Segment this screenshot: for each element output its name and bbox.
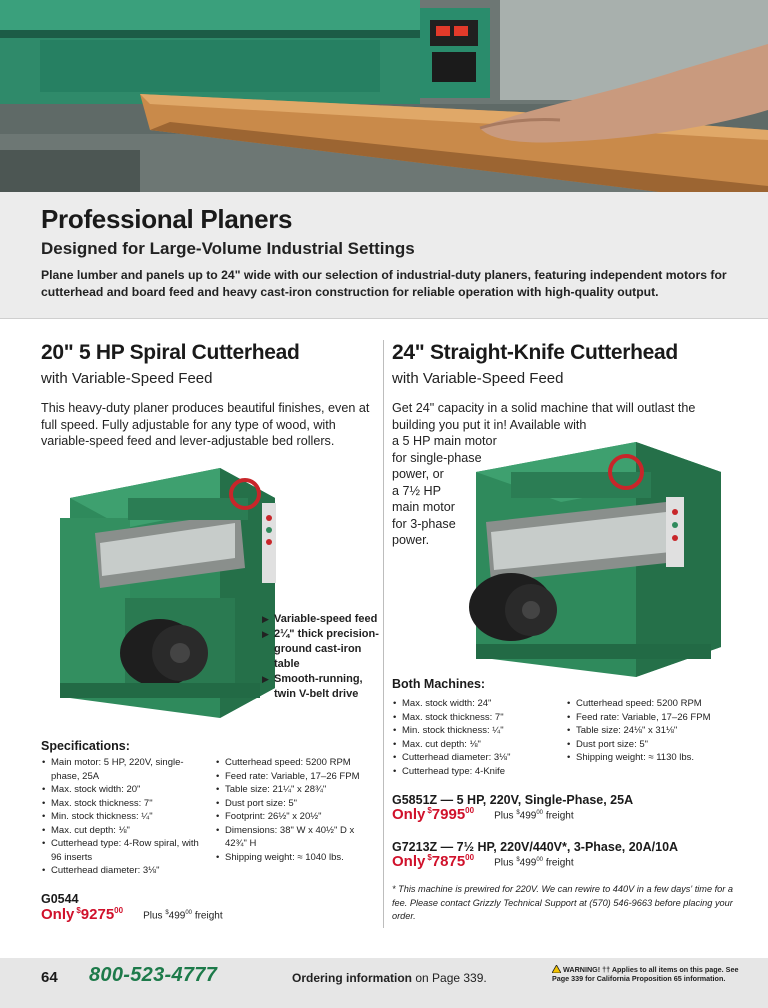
spec-item: • Min. stock thickness: ¼" (392, 724, 562, 738)
spec-item: • Table size: 24⅛" x 31⅛" (566, 724, 736, 738)
spec-item: • Cutterhead speed: 5200 RPM (566, 697, 736, 711)
spec-item: • Main motor: 5 HP, 220V, single-phase, 25A (41, 756, 201, 783)
g5851z-freight: Plus $^{\$}499^{00}$ freight (494, 810, 574, 822)
spec-item: • Feed rate: Variable, 17–26 FPM (566, 711, 736, 725)
only-label: Only (41, 906, 75, 923)
spec-item: • Max. stock thickness: 7" (41, 797, 201, 811)
ordering-info: Ordering information on Page 339. (292, 971, 487, 985)
spec-item: • Shipping weight: ≈ 1040 lbs. (215, 851, 375, 865)
left-model-number: G0544 (41, 892, 79, 906)
spec-item: • Dimensions: 38" W x 40½" D x 42¾" H (215, 824, 375, 851)
page-subtitle: Designed for Large-Volume Industrial Settings (41, 239, 415, 258)
left-specs-col1 (41, 756, 201, 878)
left-product-title: 20" 5 HP Spiral Cutterhead (41, 341, 300, 364)
feature-item: ▶ Smooth-running, twin V-belt drive (262, 672, 382, 702)
right-specs-col2 (566, 697, 736, 765)
left-description: This heavy-duty planer produces beautiful finishes, even at full speed. Fully adjustable for any type of wood, with variable-speed feed and lever-adjustable bed rollers. (41, 401, 370, 448)
planer-24-image (466, 432, 731, 682)
left-freight: Plus $^{\$}499^{00}$ freight (143, 910, 223, 922)
spec-item: • Max. cut depth: ⅛" (392, 738, 562, 752)
spec-item: • Cutterhead type: 4-Knife (392, 765, 562, 779)
page-title: Professional Planers (41, 204, 293, 234)
left-product-subtitle: with Variable-Speed Feed (41, 370, 213, 387)
spec-item: • Feed rate: Variable, 17–26 FPM (215, 770, 375, 784)
rewire-footnote: * This machine is prewired for 220V. We can rewire to 440V in a few days' time for a fee. Please contact Grizzly Technical Support at (570) 546-9663 before placing your order. (392, 884, 733, 921)
planer-24-drawing (466, 432, 731, 677)
spec-item: • Max. stock thickness: 7" (392, 711, 562, 725)
g5851z-price: $7995$^{00}$ (427, 806, 475, 823)
spec-item: • Cutterhead diameter: 3⅛" (41, 864, 201, 878)
model-g7213z: G7213Z — 7½ HP, 220V/440V*, 3-Phase, 20A/10A (392, 840, 679, 854)
spec-item: • Max. stock width: 20" (41, 783, 201, 797)
left-specs-heading: Specifications: (41, 739, 130, 753)
left-price: $9275$^{00}$ (76, 906, 124, 923)
g7213z-freight: Plus $^{\$}499^{00}$ freight (494, 857, 574, 869)
right-specs-col1 (392, 697, 562, 778)
feature-item: ▶ 2¼" thick precision-ground cast-iron table (262, 627, 382, 672)
spec-item: • Max. cut depth: ⅛" (41, 824, 201, 838)
only-label: Only (392, 853, 426, 870)
planer-20-image (40, 458, 285, 733)
spec-item: • Cutterhead speed: 5200 RPM (215, 756, 375, 770)
spec-item: • Cutterhead diameter: 3⅛" (392, 751, 562, 765)
right-product-title: 24" Straight-Knife Cutterhead (392, 341, 678, 364)
spec-item: • Max. stock width: 24" (392, 697, 562, 711)
hero-photo (0, 0, 768, 192)
spec-item: • Cutterhead type: 4-Row spiral, with 96 inserts (41, 837, 201, 864)
spec-item: • Dust port size: 5" (215, 797, 375, 811)
right-product-subtitle: with Variable-Speed Feed (392, 370, 564, 387)
g5851z-price-row (392, 806, 574, 823)
spec-item: • Min. stock thickness: ¼" (41, 810, 201, 824)
g7213z-price: $7875$^{00}$ (427, 853, 475, 870)
page-number: 64 (41, 969, 58, 986)
spec-item: • Shipping weight: ≈ 1130 lbs. (566, 751, 736, 765)
phone-number[interactable]: 800-523-4777 (89, 964, 218, 986)
g7213z-price-row (392, 853, 574, 870)
prop65-warning: WARNING! †† Applies to all items on this page. See Page 339 for California Proposition 65 information. (552, 965, 739, 983)
left-feature-list (262, 612, 382, 702)
model-g5851z: G5851Z — 5 HP, 220V, Single-Phase, 25A (392, 793, 634, 807)
left-price-row (41, 906, 223, 923)
right-description: Get 24" capacity in a solid machine that will outlast the building you put it in! Available with a 5 HP main motor for single-phase power, or a 7½ HP main motor for 3-phase power. (392, 401, 696, 547)
warning-icon (552, 965, 561, 973)
both-machines-heading: Both Machines: (392, 677, 486, 691)
planer-20-drawing (40, 458, 285, 728)
column-divider (383, 340, 384, 928)
spec-item: • Footprint: 26½" x 20½" (215, 810, 375, 824)
left-specs-col2 (215, 756, 375, 864)
hero-photo-drawing (0, 0, 768, 192)
intro-text: Plane lumber and panels up to 24" wide with our selection of industrial-duty planers, featuring independent motors for cutterhead and board feed and heavy cast-iron construction for reliable operation with high-quality output. (41, 268, 727, 299)
spec-item: • Dust port size: 5" (566, 738, 736, 752)
feature-item: ▶ Variable-speed feed (262, 612, 382, 627)
only-label: Only (392, 806, 426, 823)
spec-item: • Table size: 21¼" x 28¾" (215, 783, 375, 797)
